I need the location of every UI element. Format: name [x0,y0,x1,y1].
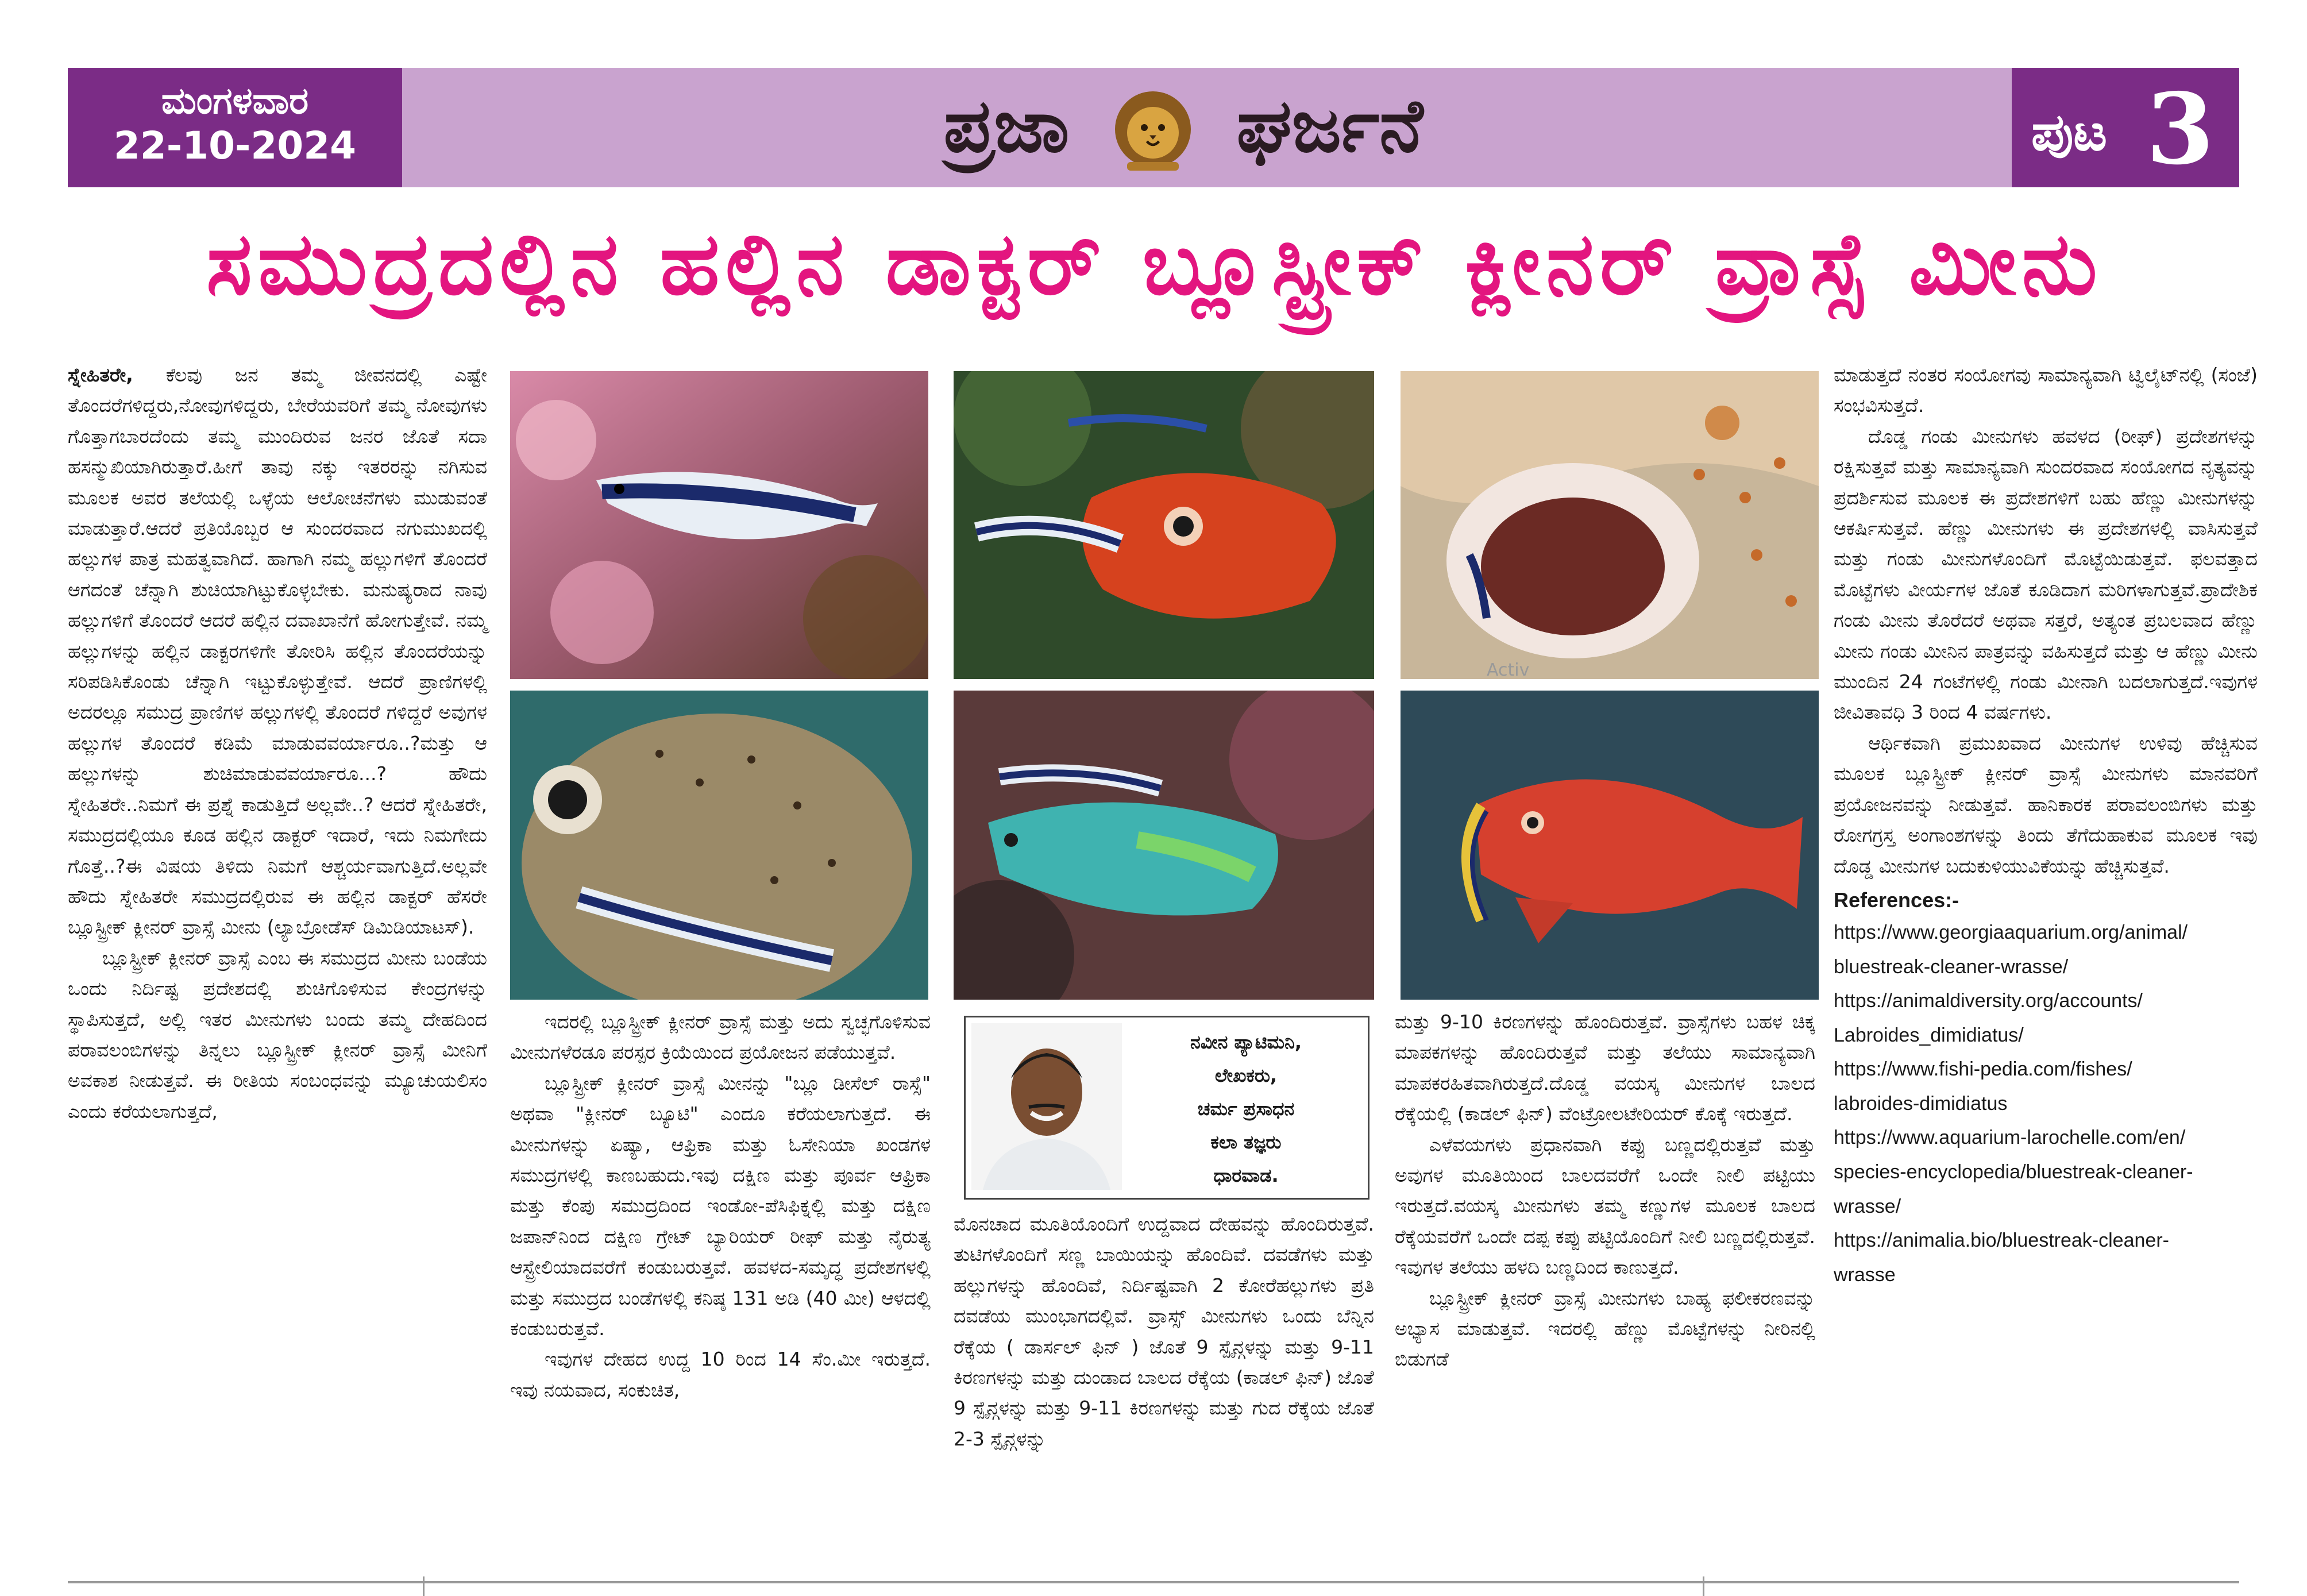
reference-line: Labroides_dimidiatus/ [1834,1024,2024,1046]
page-number-box [2012,68,2239,187]
reference-line: bluestreak-cleaner-wrasse/ [1834,955,2069,978]
page-label: ಪುಟ [2031,102,2108,163]
column-4 [1395,1007,1815,1375]
reference-line: https://animaldiversity.org/accounts/ [1834,990,2143,1012]
photo-red-goatfish-cleaner [1401,691,1819,1000]
article-headline: ಸಮುದ್ರದಲ್ಲಿನ ಹಲ್ಲಿನ ಡಾಕ್ಟರ್ ಬ್ಲೂಸ್ಟ್ರೀಕ್ ಕ್ಲೀನರ್ ವ್ರಾಸ್ಸೆ ಮೀನು [206,214,2103,314]
col4-paragraph-2: ಎಳೆವಯಗಳು ಪ್ರಧಾನವಾಗಿ ಕಪ್ಪು ಬಣ್ಣದಲ್ಲಿರುತ್ತವೆ ಮತ್ತು ಅವುಗಳ ಮೂತಿಯಿಂದ ಬಾಲದವರೆಗೆ ಒಂದೇ ನೀಲಿ ಪಟ್ಟಿಯು ಇರುತ್ತದೆ.ವಯಸ್ಕ ಮೀನುಗಳು ತಮ್ಮ ಕಣ್ಣುಗಳ ಮೂಲಕ ಬಾಲದ ರೆಕ್ಕೆಯವರೆಗೆ ಒಂದೇ ದಪ್ಪ ಕಪ್ಪು ಪಟ್ಟಿಯೊಂದಿಗೆ ನೀಲಿ ಬಣ್ಣದಲ್ಲಿರುತ್ತವೆ. ಇವುಗಳ ತಲೆಯು ಹಳದಿ ಬಣ್ಣದಿಂದ ಕಾಣುತ್ತದೆ. [1395,1133,1815,1279]
page-number: 3 [2146,72,2215,187]
col1-paragraph-2: ಬ್ಲೂಸ್ಟ್ರೀಕ್ ಕ್ಲೀನರ್ ವ್ರಾಸ್ಸೆ ಎಂಬ ಈ ಸಮುದ್ರದ ಮೀನು ಬಂಡೆಯ ಒಂದು ನಿರ್ದಿಷ್ಟ ಪ್ರದೇಶದಲ್ಲಿ ಶುಚಿಗೊಳಿಸುವ ಕೇಂದ್ರಗಳನ್ನು ಸ್ಥಾಪಿಸುತ್ತದೆ, ಅಲ್ಲಿ ಇತರ ಮೀನುಗಳು ಬಂದು ತಮ್ಮ ದೇಹದಿಂದ ಪರಾವಲಂಬಿಗಳನ್ನು ತಿನ್ನಲು ಬ್ಲೂಸ್ಟ್ರೀಕ್ ಕ್ಲೀನರ್ ವ್ರಾಸ್ಸೆ ಮೀನಿಗೆ ಅವಕಾಶ ನೀಡುತ್ತವೆ. ಈ ರೀತಿಯ ಸಂಬಂಧವನ್ನು ಮ್ಯೂಚುಯಲಿಸಂ ಎಂದು ಕರೆಯಲಾಗುತ್ತದೆ, [68,946,487,1123]
reference-line: https://www.aquarium-larochelle.com/en/ [1834,1127,2186,1149]
col5-paragraph-1: ಮಾಡುತ್ತದೆ ನಂತರ ಸಂಯೋಗವು ಸಾಮಾನ್ಯವಾಗಿ ಟ್ವಿಲೈಟ್‌ನಲ್ಲಿ (ಸಂಜೆ) ಸಂಭವಿಸುತ್ತದೆ. [1834,364,2258,417]
col4-paragraph-3: ಬ್ಲೂಸ್ಟ್ರೀಕ್ ಕ್ಲೀನರ್ ವ್ರಾಸ್ಸೆ ಮೀನುಗಳು ಬಾಹ್ಯ ಫಲೀಕರಣವನ್ನು ಅಭ್ಯಾಸ ಮಾಡುತ್ತವೆ. ಇದರಲ್ಲಿ ಹೆಣ್ಣು ಮೊಟ್ಟೆಗಳನ್ನು ನೀರಿನಲ್ಲಿ ಬಿಡುಗಡೆ [1395,1286,1815,1371]
photo-grouper-mouth [1401,371,1819,679]
author-city: ಧಾರವಾಡ. [1213,1165,1279,1186]
author-name: ನವೀನ ಪ್ಯಾಟಿಮನಿ, [1190,1031,1302,1053]
author-role: ಲೇಖಕರು, [1214,1065,1278,1086]
photo-parrotfish-cleaner [954,691,1374,1000]
col3-paragraph-1: ಮೊನಚಾದ ಮೂತಿಯೊಂದಿಗೆ ಉದ್ದವಾದ ದೇಹವನ್ನು ಹೊಂದಿರುತ್ತವೆ. ತುಟಿಗಳೊಂದಿಗೆ ಸಣ್ಣ ಬಾಯಿಯನ್ನು ಹೊಂದಿವೆ. ದವಡೆಗಳು ಮತ್ತು ಹಲ್ಲುಗಳನ್ನು ಹೊಂದಿವೆ, ನಿರ್ದಿಷ್ಟವಾಗಿ 2 ಕೋರೆಹಲ್ಲುಗಳು ಪ್ರತಿ ದವಡೆಯ ಮುಂಭಾಗದಲ್ಲಿವೆ. ವ್ರಾಸ್ಸ್ ಮೀನುಗಳು ಒಂದು ಬೆನ್ನಿನ ರೆಕ್ಕೆಯ ( ಡಾರ್ಸಲ್ ಫಿನ್ ) ಜೊತೆ 9 ಸ್ಪೈನ್ಗಳನ್ನು ಮತ್ತು 9-11 ಕಿರಣಗಳನ್ನು ಮತ್ತು ದುಂಡಾದ ಬಾಲದ ರೆಕ್ಕೆಯ (ಕಾಡಲ್ ಫಿನ್) ಜೊತೆ 9 ಸ್ಪೈನ್ಗಳನ್ನು ಮತ್ತು 9-11 ಕಿರಣಗಳನ್ನು ಮತ್ತು ಗುದ ರೆಕ್ಕೆಯ ಜೊತೆ 2-3 ಸ್ಪೈನ್ಗಳನ್ನು [954,1213,1374,1450]
paper-name-right: ಘರ್ಜನೆ [1236,83,1423,169]
column-2 [510,1007,931,1405]
reference-line: https://animalia.bio/bluestreak-cleaner- [1834,1229,2169,1252]
col2-paragraph-2: ಬ್ಲೂಸ್ಟ್ರೀಕ್ ಕ್ಲೀನರ್ ವ್ರಾಸ್ಸೆ ಮೀನನ್ನು "ಬ್ಲೂ ಡೀಸೆಲ್ ರಾಸ್ಸೆ" ಅಥವಾ "ಕ್ಲೀನರ್ ಬ್ಯೂಟಿ" ಎಂದೂ ಕರೆಯಲಾಗುತ್ತದೆ. ಈ ಮೀನುಗಳನ್ನು ಏಷ್ಯಾ, ಆಫ್ರಿಕಾ ಮತ್ತು ಓಸೇನಿಯಾ ಖಂಡಗಳ ಸಮುದ್ರಗಳಲ್ಲಿ ಕಾಣಬಹುದು.ಇವು ದಕ್ಷಿಣ ಮತ್ತು ಪೂರ್ವ ಆಫ್ರಿಕಾ ಮತ್ತು ಕೆಂಪು ಸಮುದ್ರದಿಂದ ಇಂಡೋ-ಪೆಸಿಫಿಕ್ನಲ್ಲಿ ಮತ್ತು ದಕ್ಷಿಣ ಜಪಾನ್‌ನಿಂದ ದಕ್ಷಿಣ ಗ್ರೇಟ್ ಬ್ಯಾರಿಯರ್ ರೀಫ್ ಮತ್ತು ನೈರುತ್ಯ ಆಸ್ಟ್ರೇಲಿಯಾದವರೆಗೆ ಕಂಡುಬರುತ್ತವೆ. ಹವಳದ-ಸಮೃದ್ಧ ಪ್ರದೇಶಗಳಲ್ಲಿ ಮತ್ತು ಸಮುದ್ರದ ಬಂಡೆಗಳಲ್ಲಿ ಕನಿಷ್ಠ 131 ಅಡಿ (40 ಮೀ) ಆಳದಲ್ಲಿ ಕಂಡುಬರುತ್ತವೆ. [510,1071,931,1340]
photo-cleaner-wrasse-pink [510,371,928,679]
date-box [68,68,402,187]
footer-divider [423,1576,425,1596]
day-label: ಮಂಗಳವಾರ [161,80,309,122]
lead-word: ಸ್ನೇಹಿತರೇ, [68,364,133,386]
photo-watermark: Activ [1487,660,1530,679]
reference-line: https://www.fishi-pedia.com/fishes/ [1834,1058,2132,1081]
footer-divider [1703,1576,1704,1596]
reference-line: https://www.georgiaaquarium.org/animal/ [1834,921,2188,943]
author-photo [971,1023,1122,1190]
author-job: ಚರ್ಮ ಪ್ರಸಾಧನ [1197,1098,1295,1120]
col2-paragraph-3: ಇವುಗಳ ದೇಹದ ಉದ್ದ 10 ರಿಂದ 14 ಸೆಂ.ಮೀ ಇರುತ್ತದೆ. ಇವು ನಯವಾದ, ಸಂಕುಚಿತ, [510,1348,931,1401]
reference-line: species-encyclopedia/bluestreak-cleaner- [1834,1161,2193,1183]
photo-pufferfish-cleaner [510,691,928,1000]
col4-paragraph-1: ಮತ್ತು 9-10 ಕಿರಣಗಳನ್ನು ಹೊಂದಿರುತ್ತವೆ. ವ್ರಾಸ್ಸೆಗಳು ಬಹಳ ಚಿಕ್ಕ ಮಾಪಕಗಳನ್ನು ಹೊಂದಿರುತ್ತವೆ ಮತ್ತು ತಲೆಯು ಸಾಮಾನ್ಯವಾಗಿ ಮಾಪಕರಹಿತವಾಗಿರುತ್ತದೆ.ದೊಡ್ಡ ವಯಸ್ಕ ಮೀನುಗಳ ಬಾಲದ ರೆಕ್ಕೆಯಲ್ಲಿ (ಕಾಡಲ್ ಫಿನ್) ವೆಂಟ್ರೋಲಟೇರಿಯರ್ ಕೊಕ್ಕೆ ಇರುತ್ತದೆ. [1395,1011,1815,1125]
footer-rule [68,1581,2239,1583]
reference-line: wrasse [1834,1263,1896,1286]
newspaper-name [873,75,1494,178]
author-box [964,1016,1369,1200]
col5-paragraph-2: ದೊಡ್ಡ ಗಂಡು ಮೀನುಗಳು ಹವಳದ (ರೀಫ್) ಪ್ರದೇಶಗಳನ್ನು ರಕ್ಷಿಸುತ್ತವೆ ಮತ್ತು ಸಾಮಾನ್ಯವಾಗಿ ಸುಂದರವಾದ ಸಂಯೋಗದ ನೃತ್ಯವನ್ನು ಪ್ರದರ್ಶಿಸುವ ಮೂಲಕ ಈ ಪ್ರದೇಶಗಳಿಗೆ ಬಹು ಹೆಣ್ಣು ಮೀನುಗಳನ್ನು ಆಕರ್ಷಿಸುತ್ತವೆ. ಹೆಣ್ಣು ಮೀನುಗಳು ಈ ಪ್ರದೇಶಗಳಲ್ಲಿ ವಾಸಿಸುತ್ತವೆ ಮತ್ತು ಗಂಡು ಮೀನುಗಳೊಂದಿಗೆ ಮೊಟ್ಟೆಯಿಡುತ್ತವೆ. ಫಲವತ್ತಾದ ಮೊಟ್ಟೆಗಳು ವೀರ್ಯಗಳ ಜೊತೆ ಕೂಡಿದಾಗ ಮರಿಗಳಾಗುತ್ತವೆ.ಪ್ರಾದೇಶಿಕ ಗಂಡು ಮೀನು ತೊರೆದರೆ ಅಥವಾ ಸತ್ತರೆ, ಅತ್ಯಂತ ಪ್ರಬಲವಾದ ಹೆಣ್ಣು ಮೀನು ಗಂಡು ಮೀನಿನ ಪಾತ್ರವನ್ನು ವಹಿಸುತ್ತದೆ ಮತ್ತು ಆ ಹೆಣ್ಣು ಮೀನು ಮುಂದಿನ 24 ಗಂಟೆಗಳಲ್ಲಿ ಗಂಡು ಮೀನಾಗಿ ಬದಲಾಗುತ್ತದೆ.ಇವುಗಳ ಜೀವಿತಾವಧಿ 3 ರಿಂದ 4 ವರ್ಷಗಳು. [1834,425,2258,724]
col1-paragraph-1 [68,360,487,943]
author-job-2: ಕಲಾ ತಜ್ಞರು [1210,1131,1282,1153]
reference-line: wrasse/ [1834,1195,1901,1217]
reference-line: labroides-dimidiatus [1834,1092,2008,1115]
column-3 [954,1209,1374,1454]
column-1 [68,360,487,1127]
col1-text-1: ಕೆಲವು ಜನ ತಮ್ಮ ಜೀವನದಲ್ಲಿ ಎಷ್ಟೇ ತೊಂದರೆಗಳಿದ್ದರು,ನೋವುಗಳಿದ್ದರು, ಬೇರೆಯವರಿಗೆ ತಮ್ಮ ನೋವುಗಳು ಗೊತ್ತಾಗಬಾರದೆಂದು ತಮ್ಮ ಮುಂದಿರುವ ಜನರ ಜೊತೆ ಸದಾ ಹಸನ್ಮುಖಿಯಾಗಿರುತ್ತಾರೆ.ಹೀಗೆ ತಾವು ನಕ್ಕು ಇತರರನ್ನು ನಗಿಸುವ ಮೂಲಕ ಅವರ ತಲೆಯಲ್ಲಿ ಒಳ್ಳೆಯ ಆಲೋಚನೆಗಳು ಮುಡುವಂತೆ ಮಾಡುತ್ತಾರೆ.ಆದರೆ ಪ್ರತಿಯೊಬ್ಬರ ಆ ಸುಂದರವಾದ ನಗುಮುಖದಲ್ಲಿ ಹಲ್ಲುಗಳ ಪಾತ್ರ ಮಹತ್ವವಾಗಿದೆ. ಹಾಗಾಗಿ ನಮ್ಮ ಹಲ್ಲುಗಳಿಗೆ ತೊಂದರೆ ಆಗದಂತೆ ಚೆನ್ನಾಗಿ ಶುಚಿಯಾಗಿಟ್ಟುಕೊಳ್ಳಬೇಕು. ಮನುಷ್ಯರಾದ ನಾವು ಹಲ್ಲುಗಳಿಗೆ ತೊಂದರೆ ಆದರೆ ಹಲ್ಲಿನ ದವಾಖಾನೆಗೆ ಹೋಗುತ್ತೇವೆ. ನಮ್ಮ ಹಲ್ಲುಗಳನ್ನು ಹಲ್ಲಿನ ಡಾಕ್ಟರಗಳಿಗೇ ತೋರಿಸಿ ಹಲ್ಲಿನ ತೊಂದರೆಯನ್ನು ಸರಿಪಡಿಸಿಕೊಂಡು ಚೆನ್ನಾಗಿ ಇಟ್ಟುಕೊಳ್ಳುತ್ತೇವೆ. ಆದರೆ ಪ್ರಾಣಿಗಳಲ್ಲಿ ಅದರಲ್ಲೂ ಸಮುದ್ರ ಪ್ರಾಣಿಗಳ ಹಲ್ಲುಗಳಲ್ಲಿ ತೊಂದರೆ ಗಳಿದ್ದರೆ ಅವುಗಳ ಹಲ್ಲುಗಳ ತೊಂದರೆ ಕಡಿಮೆ ಮಾಡುವವರ್ಯಾರೂ..?ಮತ್ತು ಆ ಹಲ್ಲುಗಳನ್ನು ಶುಚಿಮಾಡುವವರ್ಯಾರೂ...? ಹೌದು ಸ್ನೇಹಿತರೇ..ನಿಮಗೆ ಈ ಪ್ರಶ್ನೆ ಕಾಡುತ್ತಿದೆ ಅಲ್ಲವೇ..? ಆದರೆ ಸ್ನೇಹಿತರೇ, ಸಮುದ್ರದಲ್ಲಿಯೂ ಕೂಡ ಹಲ್ಲಿನ ಡಾಕ್ಟರ್ ಇದಾರೆ, ಇದು ನಿಮಗೇದು ಗೊತ್ತೆ..?ಈ ವಿಷಯ ತಿಳಿದು ನಿಮಗೆ ಆಶ್ಚರ್ಯವಾಗುತ್ತಿದೆ.ಅಲ್ಲವೇ ಹೌದು ಸ್ನೇಹಿತರೇ ಸಮುದ್ರದಲ್ಲಿರುವ ಈ ಹಲ್ಲಿನ ಡಾಕ್ಟರ್ ಹೆಸರೇ ಬ್ಲೂಸ್ಟ್ರೀಕ್ ಕ್ಲೀನರ್ ವ್ರಾಸ್ಸೆ ಮೀನು (ಲ್ಯಾಬ್ರೋಡೆಸ್ ಡಿಮಿಡಿಯಾಟಸ್). [68,364,487,939]
lion-logo-icon [1110,88,1196,174]
references-title: References:- [1834,888,1959,912]
col5-paragraph-3: ಆರ್ಥಿಕವಾಗಿ ಪ್ರಮುಖವಾದ ಮೀನುಗಳ ಉಳಿವು ಹೆಚ್ಚಿಸುವ ಮೂಲಕ ಬ್ಲೂಸ್ಟ್ರೀಕ್ ಕ್ಲೀನರ್ ವ್ರಾಸ್ಸೆ ಮೀನುಗಳು ಮಾನವರಿಗೆ ಪ್ರಯೋಜನವನ್ನು ನೀಡುತ್ತವೆ. ಹಾನಿಕಾರಕ ಪರಾವಲಂಬಿಗಳು ಮತ್ತು ರೋಗಗ್ರಸ್ತ ಅಂಗಾಂಶಗಳನ್ನು ತಿಂದು ತೆಗೆದುಹಾಕುವ ಮೂಲಕ ಇವು ದೊಡ್ಡ ಮೀನುಗಳ ಬದುಕುಳಿಯುವಿಕೆಯನ್ನು ಹೆಚ್ಚಿಸುತ್ತವೆ. [1834,731,2258,877]
author-info [1132,1026,1360,1192]
photo-wrasse-red-fish [954,371,1374,679]
paper-name-left: ಪ್ರಜಾ [943,83,1070,169]
col2-paragraph-1: ಇದರಲ್ಲಿ ಬ್ಲೂಸ್ಟ್ರೀಕ್ ಕ್ಲೀನರ್ ವ್ರಾಸ್ಸೆ ಮತ್ತು ಅದು ಸ್ವಚ್ಛಗೊಳಿಸುವ ಮೀನುಗಳೆರಡೂ ಪರಸ್ಪರ ಕ್ರಿಯೆಯಿಂದ ಪ್ರಯೋಜನ ಪಡೆಯುತ್ತವೆ. [510,1011,931,1064]
date-label: 22-10-2024 [113,124,357,168]
column-5 [1834,360,2258,1292]
